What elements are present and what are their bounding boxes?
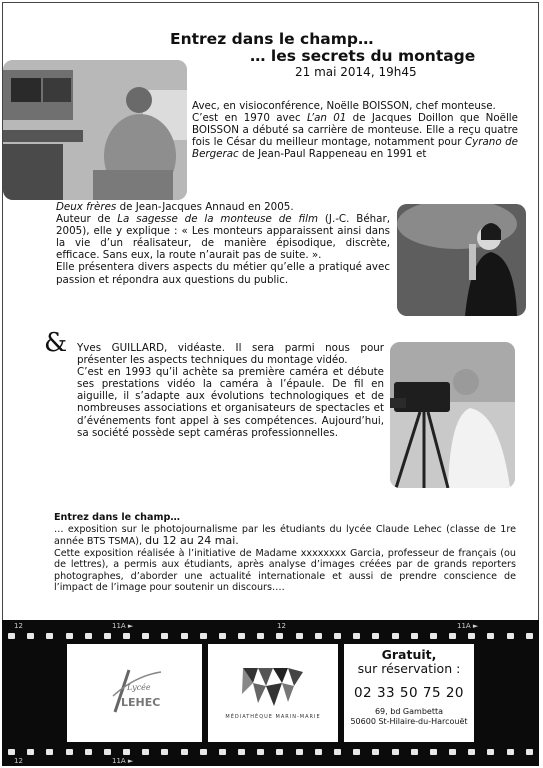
photo-cesar-award <box>397 204 526 316</box>
career-text-3: de Jean-Paul Rappeneau en 1991 et <box>238 148 427 161</box>
title-line-1: Entrez dans le champ… <box>170 30 374 48</box>
frame-lycee-lehec-logo <box>67 644 202 742</box>
section-noelle-boisson <box>192 100 518 160</box>
lehec-logo-text: LEHEC <box>121 696 161 709</box>
address-line-2: 50600 St-Hilaire-du-Harcouët <box>350 717 468 726</box>
film-strip-footer <box>2 620 539 766</box>
ampersand-separator: & <box>44 328 68 358</box>
address-line-1: 69, bd Gambetta <box>374 707 444 716</box>
film-edge-label: 11A ► <box>112 757 134 765</box>
frame-mediatheque-logo <box>208 644 338 742</box>
free-admission: Gratuit, <box>381 647 437 662</box>
section-exhibition <box>54 512 516 594</box>
sprocket-row-bottom <box>2 747 539 757</box>
sprocket-row-top <box>2 631 539 641</box>
book-title: La sagesse de la monteuse de film <box>117 213 319 226</box>
intro-yves-guillard: Yves GUILLARD, vidéaste. Il sera parmi nous pour présenter les aspects techniques du montage vidéo. <box>77 342 384 367</box>
film-edge-label: 12 <box>277 622 286 630</box>
book-text-1: Auteur de <box>56 213 118 226</box>
film-title-an01: L’an 01 <box>306 112 347 125</box>
mediatheque-logo <box>238 658 308 718</box>
film-edge-label: 11A ► <box>112 622 134 630</box>
film-edge-label: 11A ► <box>457 622 479 630</box>
film-title-deux-freres: Deux frères <box>56 201 117 213</box>
photo-editor-at-desk <box>3 60 187 200</box>
film-edge-label: 12 <box>14 622 23 630</box>
career-text-1: C’est en 1970 avec <box>192 112 307 125</box>
section-yves-guillard <box>77 342 384 439</box>
phone-number: 02 33 50 75 20 <box>353 685 465 701</box>
exhibition-heading: Entrez dans le champ… <box>54 512 180 523</box>
lycee-lehec-logo <box>105 666 165 714</box>
event-date: 21 mai 2014, 19h45 <box>295 65 417 79</box>
reservation-block <box>344 648 474 727</box>
presentation-text: Elle présentera divers aspects du métier qu’elle a pratiqué avec passion et répondra aux questions du public. <box>56 261 390 286</box>
lehec-logo-script: Lycée <box>127 683 151 692</box>
exhibition-dates: du 12 au 24 mai. <box>145 534 239 547</box>
film-title-cyrano: Cyrano de Bergerac <box>192 136 518 161</box>
exhibition-body: Cette exposition réalisée à l’initiative de Madame xxxxxxxx Garcia, professeur de français (ou de lettres), a permis aux étudiants, après analyse d’images créées par de grands reporters photographes, d’aborder une actualité internationale et aussi de prendre conscience de l’impact de l’image pour soutenir un discours…. <box>54 547 516 593</box>
mediatheque-name: MÉDIATHÈQUE MARIN-MARIE <box>225 714 321 720</box>
photo-videographer <box>390 342 515 488</box>
career-text-4: de Jean-Jacques Annaud en 2005. <box>116 201 294 213</box>
intro-noelle-boisson: Avec, en visioconférence, Noëlle BOISSON, chef monteuse. <box>192 100 496 112</box>
frame-reservation-info <box>344 644 474 742</box>
book-quote: (J.-C. Béhar, 2005), elle y explique : « Les monteurs apparaissent ainsi dans la vie d’un réalisateur, de manière épisodique, discrète, efficace. Sans eux, la route n’aurait pas de suite. ». <box>56 213 390 262</box>
career-text-2: de Jacques Doillon que Noëlle BOISSON a débuté sa carrière de monteuse. Elle a reçu quatre fois le César du meilleur montage, notamment pour <box>192 112 519 149</box>
film-edge-label: 12 <box>14 757 23 765</box>
exhibition-intro: … exposition sur le photojournalisme par les étudiants du lycée Claude Lehec (classe de 1re année BTS TSMA), <box>54 523 516 547</box>
reservation-label: sur réservation : <box>357 661 461 676</box>
section-noelle-boisson-continued <box>56 201 390 286</box>
title-line-2: … les secrets du montage <box>250 47 476 65</box>
bio-yves-guillard: C’est en 1993 qu’il achète sa première caméra et débute ses prestations vidéo la caméra à l’épaule. De fil en aiguille, il s’adapte aux évolutions technologiques et de nombreuses associations et organisateurs de spectacles et d’événements font appel à ses compétences. Aujourd’hui, sa société possède sept caméras professionnelles. <box>77 366 384 439</box>
